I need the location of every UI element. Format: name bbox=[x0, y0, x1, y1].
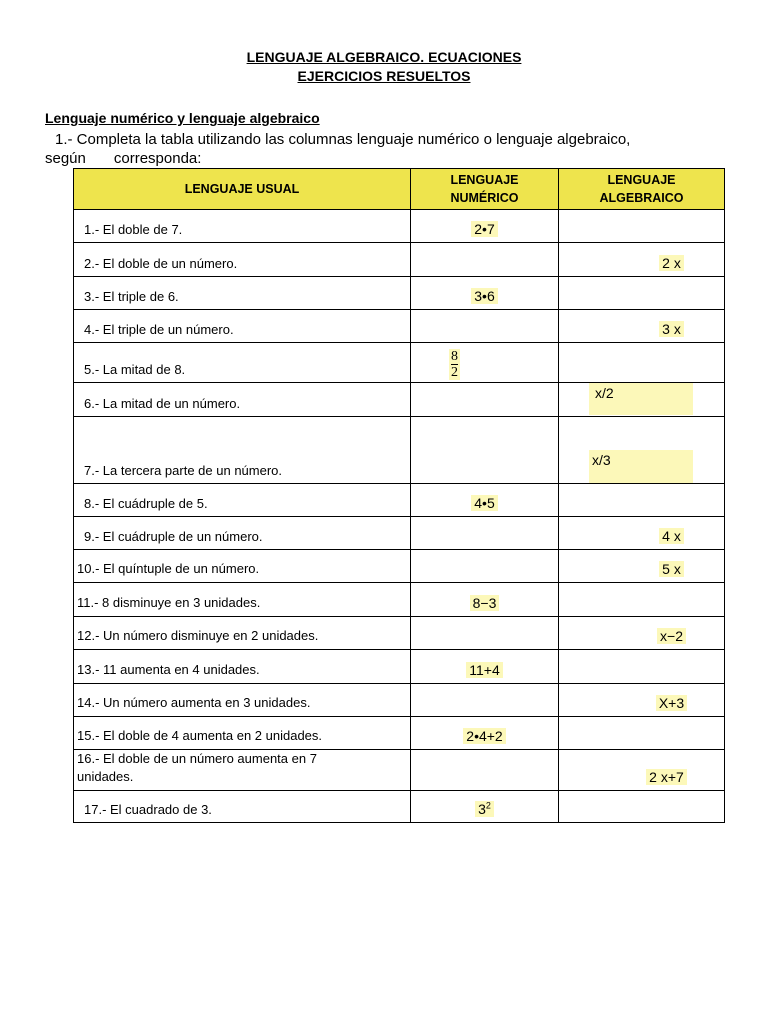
answer: 4 x bbox=[659, 528, 684, 544]
table-row bbox=[74, 517, 725, 550]
header-line: ALGEBRAICO bbox=[599, 191, 684, 205]
cell-algebraico bbox=[559, 383, 725, 417]
cell-algebraico bbox=[559, 684, 725, 717]
cell-usual: 8.- El cuádruple de 5. bbox=[74, 484, 411, 517]
answer: X+3 bbox=[656, 695, 687, 711]
cell-usual: 17.- El cuadrado de 3. bbox=[74, 791, 411, 823]
header-usual: LENGUAJE USUAL bbox=[74, 169, 411, 210]
answer: 3•6 bbox=[471, 288, 497, 304]
answer: 4•5 bbox=[471, 495, 497, 511]
header-line: LENGUAJE bbox=[607, 173, 676, 187]
header-row bbox=[74, 169, 725, 210]
table-row bbox=[74, 210, 725, 243]
cell-numerico bbox=[411, 750, 559, 791]
exercise-table bbox=[73, 168, 725, 823]
cell-usual: 14.- Un número aumenta en 3 unidades. bbox=[74, 684, 411, 717]
header-line: NUMÉRICO bbox=[450, 191, 519, 205]
fraction-numerator: 8 bbox=[451, 349, 458, 364]
answer: x/3 bbox=[589, 450, 693, 483]
cell-usual: 2.- El doble de un número. bbox=[74, 243, 411, 277]
table-row bbox=[74, 383, 725, 417]
cell-numerico bbox=[411, 417, 559, 484]
answer: 2•7 bbox=[471, 221, 497, 237]
table-row bbox=[74, 583, 725, 617]
table-row bbox=[74, 550, 725, 583]
cell-algebraico bbox=[559, 617, 725, 650]
cell-algebraico bbox=[559, 210, 725, 243]
cell-algebraico bbox=[559, 484, 725, 517]
table-row bbox=[74, 684, 725, 717]
table-row bbox=[74, 243, 725, 277]
fraction bbox=[449, 349, 460, 380]
cell-numerico bbox=[411, 243, 559, 277]
instruction-word: corresponda: bbox=[113, 150, 202, 167]
cell-algebraico bbox=[559, 550, 725, 583]
answer: 2 x+7 bbox=[646, 769, 687, 785]
cell-usual: 11.- 8 disminuye en 3 unidades. bbox=[74, 583, 411, 617]
answer: 3 x bbox=[659, 321, 684, 337]
cell-numerico bbox=[411, 210, 559, 243]
cell-numerico bbox=[411, 484, 559, 517]
cell-line: unidades. bbox=[77, 769, 134, 784]
table-row bbox=[74, 277, 725, 310]
cell-algebraico bbox=[559, 750, 725, 791]
instruction-word: según bbox=[45, 150, 86, 167]
table-row bbox=[74, 417, 725, 484]
cell-numerico bbox=[411, 717, 559, 750]
power-base: 3 bbox=[478, 801, 486, 817]
answer bbox=[475, 801, 494, 817]
cell-algebraico bbox=[559, 417, 725, 484]
table-row bbox=[74, 617, 725, 650]
cell-numerico bbox=[411, 617, 559, 650]
answer: 2•4+2 bbox=[463, 728, 505, 744]
header-line: LENGUAJE bbox=[450, 173, 519, 187]
cell-algebraico bbox=[559, 650, 725, 684]
instruction-line-1: 1.- Completa la tabla utilizando las columnas lenguaje numérico o lenguaje algebraico, bbox=[55, 131, 631, 148]
cell-numerico bbox=[411, 583, 559, 617]
answer: x/2 bbox=[589, 383, 693, 415]
cell-numerico bbox=[411, 310, 559, 343]
cell-usual: 13.- 11 aumenta en 4 unidades. bbox=[74, 650, 411, 684]
instruction-line-2 bbox=[45, 149, 735, 168]
answer: 11+4 bbox=[466, 662, 503, 678]
cell-line: 16.- El doble de un número aumenta en 7 bbox=[77, 751, 317, 766]
cell-numerico bbox=[411, 550, 559, 583]
answer: 2 x bbox=[659, 255, 684, 271]
cell-usual: 6.- La mitad de un número. bbox=[74, 383, 411, 417]
cell-algebraico bbox=[559, 517, 725, 550]
header-numerico bbox=[411, 169, 559, 210]
cell-algebraico bbox=[559, 277, 725, 310]
cell-algebraico bbox=[559, 343, 725, 383]
cell-numerico bbox=[411, 383, 559, 417]
table-row bbox=[74, 484, 725, 517]
cell-algebraico bbox=[559, 310, 725, 343]
table-row bbox=[74, 343, 725, 383]
cell-numerico bbox=[411, 517, 559, 550]
table-row bbox=[74, 750, 725, 791]
instruction bbox=[45, 130, 735, 168]
cell-numerico bbox=[411, 791, 559, 823]
cell-usual: 5.- La mitad de 8. bbox=[74, 343, 411, 383]
cell-usual: 1.- El doble de 7. bbox=[74, 210, 411, 243]
cell-numerico bbox=[411, 684, 559, 717]
cell-usual: 3.- El triple de 6. bbox=[74, 277, 411, 310]
cell-usual: 7.- La tercera parte de un número. bbox=[74, 417, 411, 484]
cell-algebraico bbox=[559, 791, 725, 823]
section-title: Lenguaje numérico y lenguaje algebraico bbox=[45, 110, 320, 126]
power-exponent: 2 bbox=[485, 800, 491, 811]
table-row bbox=[74, 717, 725, 750]
cell-algebraico bbox=[559, 243, 725, 277]
fraction-denominator: 2 bbox=[451, 365, 458, 380]
table-row bbox=[74, 650, 725, 684]
cell-algebraico bbox=[559, 717, 725, 750]
cell-algebraico bbox=[559, 583, 725, 617]
answer: 5 x bbox=[659, 561, 684, 577]
cell-usual: 10.- El quíntuple de un número. bbox=[74, 550, 411, 583]
cell-usual: 15.- El doble de 4 aumenta en 2 unidades. bbox=[74, 717, 411, 750]
cell-usual: 4.- El triple de un número. bbox=[74, 310, 411, 343]
cell-usual: 9.- El cuádruple de un número. bbox=[74, 517, 411, 550]
cell-numerico bbox=[411, 650, 559, 684]
document-title: LENGUAJE ALGEBRAICO. ECUACIONES bbox=[246, 49, 522, 65]
answer: x−2 bbox=[657, 628, 686, 644]
cell-usual bbox=[74, 750, 411, 791]
table-row bbox=[74, 310, 725, 343]
cell-usual: 12.- Un número disminuye en 2 unidades. bbox=[74, 617, 411, 650]
document-subtitle: EJERCICIOS RESUELTOS bbox=[297, 68, 471, 84]
cell-numerico bbox=[411, 343, 559, 383]
header-algebraico bbox=[559, 169, 725, 210]
cell-numerico bbox=[411, 277, 559, 310]
table-row bbox=[74, 791, 725, 823]
answer: 8−3 bbox=[470, 595, 500, 611]
